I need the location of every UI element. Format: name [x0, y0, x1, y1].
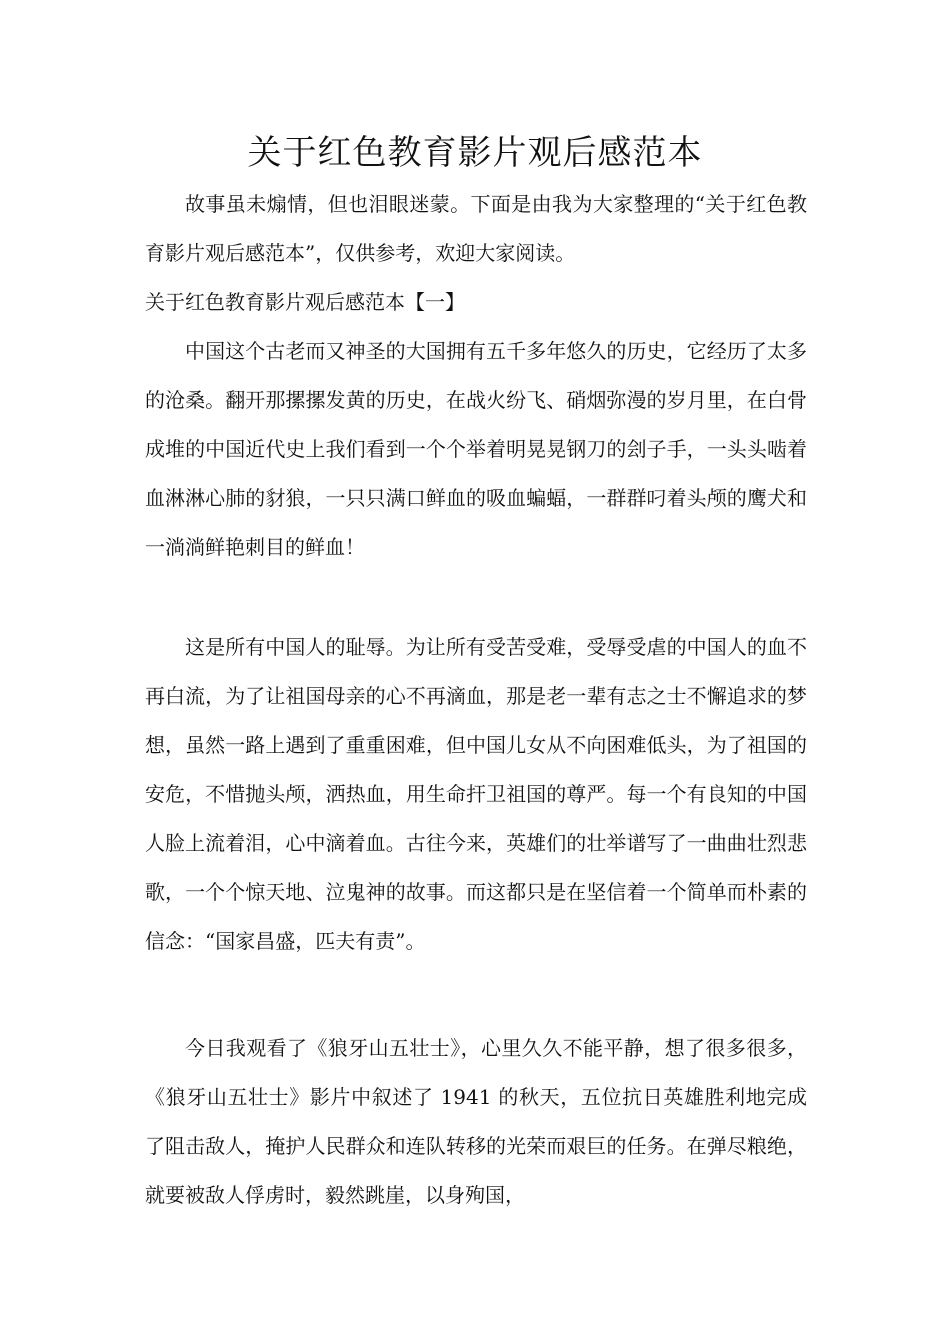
body-paragraph-1: 中国这个古老而又神圣的大国拥有五千多年悠久的历史，它经历了太多的沧桑。翻开那摞摞发黄的历史，在战火纷飞、硝烟弥漫的岁月里，在白骨成堆的中国近代史上我们看到一个个举着明晃晃钢刀的刽子手，一头头啮着血淋淋心肺的豺狼，一只只满口鲜血的吸血蝙蝠，一群群叼着头颅的鹰犬和一淌淌鲜艳刺目的鲜血！ — [145, 339, 807, 559]
document-title: 关于红色教育影片观后感范本 — [247, 133, 703, 173]
body-paragraph-2: 这是所有中国人的耻辱。为让所有受苦受难，受辱受虐的中国人的血不再白流，为了让祖国母亲的心不再滴血，那是老一辈有志之士不懈追求的梦想，虽然一路上遇到了重重困难，但中国儿女从不向困难低头，为了祖国的安危，不惜抛头颅，洒热血，用生命扞卫祖国的尊严。每一个有良知的中国人脸上流着泪，心中滴着血。古往今来，英雄们的壮举谱写了一曲曲壮烈悲歌，一个个惊天地、泣鬼神的故事。而这都只是在坚信着一个简单而朴素的信念：“国家昌盛，匹夫有责”。 — [145, 635, 807, 953]
intro-paragraph: 故事虽未煽情，但也泪眼迷蒙。下面是由我为大家整理的“关于红色教育影片观后感范本”，仅供参考，欢迎大家阅读。 — [145, 192, 807, 265]
body-paragraph-3: 今日我观看了《狼牙山五壮士》，心里久久不能平静，想了很多很多，《狼牙山五壮士》影片中叙述了 1941 的秋天，五位抗日英雄胜利地完成了阻击敌人，掩护人民群众和连队转移的光荣而艰巨的任务。在弹尽粮绝，就要被敌人俘虏时，毅然跳崖，以身殉国， — [145, 1036, 807, 1207]
section-heading: 关于红色教育影片观后感范本【一】 — [145, 290, 465, 314]
